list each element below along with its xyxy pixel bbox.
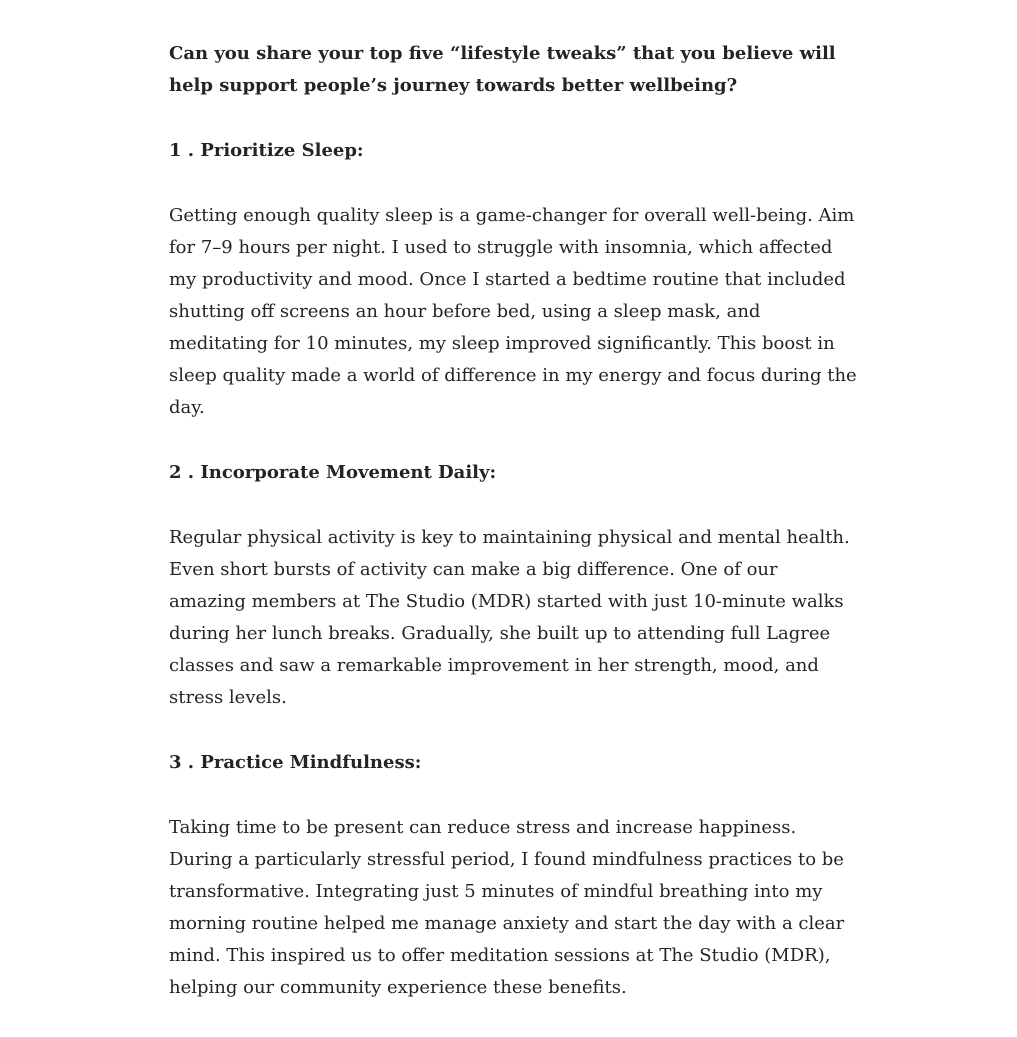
section-body-mindfulness: Taking time to be present can reduce stress and increase happiness. During a particularly stressful period, I found mindfulness practices to be transformative. Integrating just 5 minutes of mindful breathing into my morning routine helped me manage anxiety and start the day with a clear mind. This inspired us to offer meditation sessions at The Studio (MDR), helping our community experience these benefits. — [169, 817, 845, 998]
section-heading-movement: 2 . Incorporate Movement Daily: — [169, 462, 497, 483]
section-body-movement: Regular physical activity is key to maintaining physical and mental health. Even short bursts of activity can make a big difference. One of our amazing members at The Studio (MDR) started with just 10-minute walks during her lunch breaks. Gradually, she built up to attending full Lagree classes and saw a remarkable improvement in her strength, mood, and stress levels. — [169, 527, 850, 708]
section-heading-sleep: 1 . Prioritize Sleep: — [169, 140, 364, 161]
section-body-sleep: Getting enough quality sleep is a game-changer for overall well-being. Aim for 7–9 hours per night. I used to struggle with insomnia, which affected my productivity and mood. Once I started a bedtime routine that included shutting off screens an hour before bed, using a sleep mask, and meditating for 10 minutes, my sleep improved significantly. This boost in sleep quality made a world of difference in my energy and focus during the day. — [169, 205, 857, 418]
article-body — [169, 38, 859, 1037]
interview-question: Can you share your top five “lifestyle tweaks” that you believe will help support people’s journey towards better wellbeing? — [169, 43, 836, 96]
section-heading-mindfulness: 3 . Practice Mindfulness: — [169, 752, 422, 773]
